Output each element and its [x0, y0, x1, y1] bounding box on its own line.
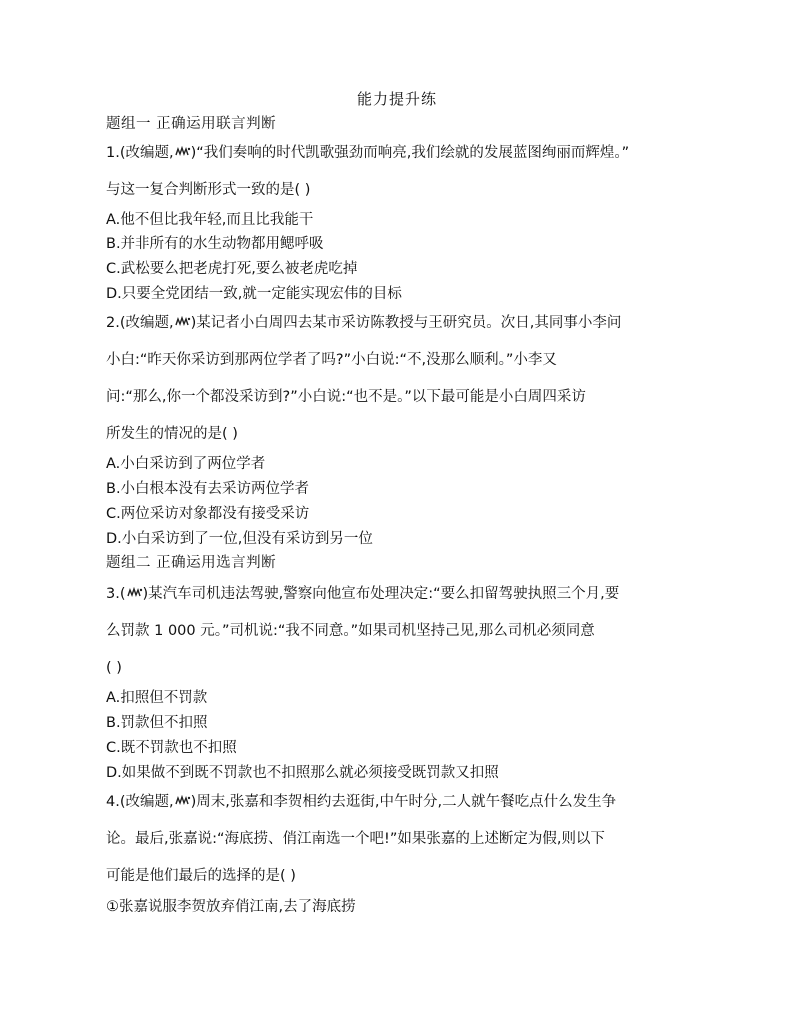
question-4-stem-line-2: 论。最后,张嘉说:“海底捞、俏江南选一个吧!”如果张嘉的上述断定为假,则以下	[106, 831, 605, 847]
question-4-stem: )周末,张嘉和李贺相约去逛街,中午时分,二人就午餐吃点什么发生争	[190, 794, 617, 810]
question-3-option-c: C.既不罚款也不扣照	[106, 740, 237, 756]
question-2-stem-line-3: 问:“那么,你一个都没采访到?”小白说:“也不是。”以下最可能是小白周四采访	[106, 389, 586, 405]
question-1-stem-line-2: 与这一复合判断形式一致的是( )	[106, 182, 311, 198]
question-2-option-b: B.小白根本没有去采访两位学者	[106, 481, 310, 497]
question-3-option-b: B.罚款但不扣照	[106, 715, 208, 731]
difficulty-stars-icon	[174, 146, 191, 158]
question-2-option-d: D.小白采访到了一位,但没有采访到另一位	[106, 531, 373, 547]
question-4-stem-line-1	[106, 792, 616, 812]
section-heading-2: 题组二 正确运用选言判断	[106, 555, 277, 571]
question-1-option-d: D.只要全党团结一致,就一定能实现宏伟的目标	[106, 286, 402, 302]
section-heading-1: 题组一 正确运用联言判断	[106, 116, 277, 132]
question-2-stem: )某记者小白周四去某市采访陈教授与王研究员。次日,其同事小李问	[190, 315, 622, 331]
question-4-prefix: 4.(改编题,	[106, 794, 174, 810]
question-3-option-d: D.如果做不到既不罚款也不扣照那么就必须接受既罚款又扣照	[106, 765, 499, 781]
question-1-prefix: 1.(改编题,	[106, 145, 174, 161]
question-3-answer-bracket: ( )	[106, 660, 122, 676]
question-1-option-c: C.武松要么把老虎打死,要么被老虎吃掉	[106, 261, 358, 277]
difficulty-stars-icon	[174, 316, 191, 328]
difficulty-stars-icon	[174, 795, 191, 807]
difficulty-stars-icon	[126, 587, 143, 599]
question-2-stem-line-4: 所发生的情况的是( )	[106, 426, 238, 442]
question-3-prefix: 3.(	[106, 586, 126, 602]
question-1-option-b: B.并非所有的水生动物都用鳃呼吸	[106, 236, 324, 252]
question-2-stem-line-2: 小白:“昨天你采访到那两位学者了吗?”小白说:“不,没那么顺利。”小李又	[106, 352, 557, 368]
question-2-prefix: 2.(改编题,	[106, 315, 174, 331]
question-3-option-a: A.扣照但不罚款	[106, 690, 208, 706]
question-2-stem-line-1	[106, 313, 621, 333]
question-3-stem-line-2: 么罚款 1 000 元。”司机说:“我不同意。”如果司机坚持己见,那么司机必须同意	[106, 623, 595, 639]
question-4-option-1: ①张嘉说服李贺放弃俏江南,去了海底捞	[106, 899, 356, 915]
question-3-stem: )某汽车司机违法驾驶,警察向他宣布处理决定:“要么扣留驾驶执照三个月,要	[142, 586, 620, 602]
question-2-option-a: A.小白采访到了两位学者	[106, 456, 266, 472]
question-2-option-c: C.两位采访对象都没有接受采访	[106, 506, 310, 522]
question-1-option-a: A.他不但比我年轻,而且比我能干	[106, 212, 314, 228]
question-1-stem: )“我们奏响的时代凯歌强劲而响亮,我们绘就的发展蓝图绚丽而辉煌。”	[190, 145, 630, 161]
page-title: 能力提升练	[356, 90, 437, 108]
question-3-stem-line-1	[106, 584, 619, 604]
question-4-stem-line-3: 可能是他们最后的选择的是( )	[106, 868, 296, 884]
question-1-stem-line-1	[106, 143, 629, 163]
